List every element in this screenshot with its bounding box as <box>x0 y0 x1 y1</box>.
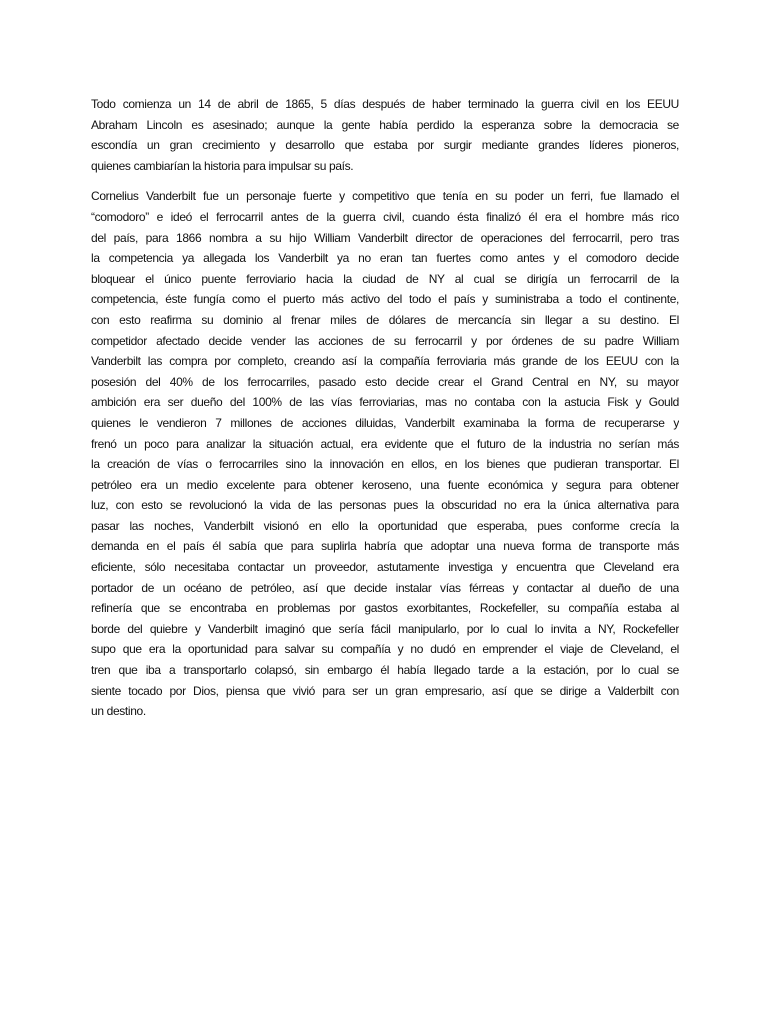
text-line: siente tocado por Dios, piensa que vivió para ser un gran empresario, así que se dirige a Valderbilt con <box>91 683 679 698</box>
text-line: competidor afectado decide vender las acciones de su ferrocarril y por órdenes de su padre William <box>91 333 679 348</box>
paragraph <box>91 186 679 721</box>
text-line: un destino. <box>91 704 146 719</box>
text-line: luz, con esto se revolucionó la vida de las personas pues la obscuridad no era la única alternativa para <box>91 498 679 513</box>
text-line: la competencia ya allegada los Vanderbilt ya no eran tan fuertes como antes y el comodoro decide <box>91 251 679 266</box>
text-line: competencia, éste fungía como el puerto más activo del todo el país y suministraba a todo el continente, <box>91 292 679 307</box>
text-line: del país, para 1866 nombra a su hijo William Vanderbilt director de operaciones del ferrocarril, pero tras <box>91 230 679 245</box>
text-line: frenó un poco para analizar la situación actual, era evidente que el futuro de la industria no serían más <box>91 436 679 451</box>
text-line: eficiente, sólo necesitaba contactar un proveedor, astutamente investiga y encuentra que Cleveland era <box>91 560 679 575</box>
text-line: refinería que se encontraba en problemas por gastos exorbitantes, Rockefeller, su compañía estaba al <box>91 601 679 616</box>
text-line: Todo comienza un 14 de abril de 1865, 5 días después de haber terminado la guerra civil en los EEUU <box>91 97 679 111</box>
text-line: ambición era ser dueño del 100% de las vías ferroviarias, mas no contaba con la astucia Fisk y Gould <box>91 395 679 410</box>
text-line: supo que era la oportunidad para salvar su compañía y no dudó en emprender el viaje de Cleveland, el <box>91 642 679 657</box>
text-line: Abraham Lincoln es asesinado; aunque la gente había perdido la esperanza sobre la democracia se <box>91 117 679 132</box>
text-line: quienes le vendieron 7 millones de acciones diluidas, Vanderbilt examinaba la forma de recuperarse y <box>91 415 679 430</box>
document-body <box>91 94 679 732</box>
text-line: petróleo era un medio excelente para obtener keroseno, una fuente económica y segura para obtener <box>91 477 679 492</box>
text-line: tren que iba a transportarlo colapsó, sin embargo él había llegado tarde a la estación, por lo cual se <box>91 663 679 678</box>
text-line: borde del quiebre y Vanderbilt imaginó que sería fácil manipularlo, por lo cual lo invita a NY, Rockefeller <box>91 621 679 636</box>
text-line: la creación de vías o ferrocarriles sino la innovación en ellos, en los bienes que pudieran transportar. El <box>91 457 679 472</box>
text-line: Vanderbilt las compra por completo, creando así la compañía ferroviaria más grande de los EEUU con la <box>91 354 679 369</box>
text-line: “comodoro” e ideó el ferrocarril antes de la guerra civil, cuando ésta finalizó él era el hombre más rico <box>91 209 679 224</box>
text-line: demanda en el país él sabía que para suplirla habría que adoptar una nueva forma de transporte más <box>91 539 679 554</box>
text-line: con esto reafirma su dominio al frenar miles de dólares de mercancía sin llegar a su destino. El <box>91 312 679 327</box>
text-line: portador de un océano de petróleo, así que decide instalar vías férreas y contactar al dueño de una <box>91 580 679 595</box>
paragraph <box>91 94 679 176</box>
text-line: Cornelius Vanderbilt fue un personaje fuerte y competitivo que tenía en su poder un ferri, fue llamado el <box>91 189 679 204</box>
text-line: escondía un gran crecimiento y desarrollo que estaba por surgir mediante grandes líderes pioneros, <box>91 138 679 153</box>
text-line: quienes cambiarían la historia para impulsar su país. <box>91 158 354 173</box>
text-line: pasar las noches, Vanderbilt visionó en ello la oportunidad que esperaba, pues conforme crecía la <box>91 518 679 533</box>
text-line: posesión del 40% de los ferrocarriles, pasado esto decide crear el Grand Central en NY, su mayor <box>91 374 679 389</box>
text-line: bloquear el único puente ferroviario hacia la ciudad de NY al cual se dirigía un ferrocarril de la <box>91 271 679 286</box>
